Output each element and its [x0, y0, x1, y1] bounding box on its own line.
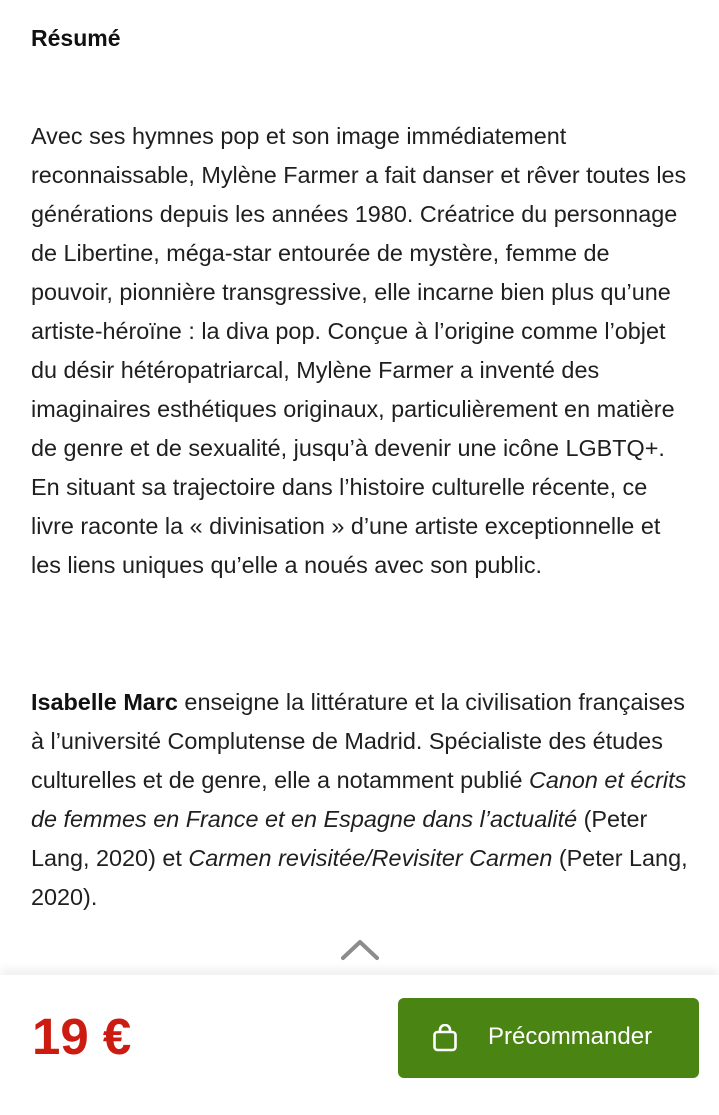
chevron-up-icon[interactable]	[341, 936, 379, 962]
book-publisher-2: (Peter Lang, 2020).	[31, 845, 688, 910]
author-bio	[31, 683, 691, 917]
author-name: Isabelle Marc	[31, 689, 178, 715]
author-bio-text: enseigne la littérature et la civilisation françaises à l’université Complutense de Madrid. Spécialiste des études culturelles et de genre, elle a notamment publié	[31, 689, 685, 793]
book-title-2: Carmen revisitée/Revisiter Carmen	[188, 845, 553, 871]
section-title-resume: Résumé	[31, 25, 121, 51]
book-publisher-1: (Peter Lang, 2020) et	[31, 806, 648, 871]
preorder-button[interactable]	[398, 998, 699, 1078]
summary-paragraph: Avec ses hymnes pop et son image immédiatement reconnaissable, Mylène Farmer a fait danser et rêver toutes les générations depuis les années 1980. Créatrice du personnage de Libertine, méga-star entourée de mystère, femme de pouvoir, pionnière transgressive, elle incarne bien plus qu’une artiste-héroïne : la diva pop. Conçue à l’origine comme l’objet du désir hétéropatriarcal, Mylène Farmer a inventé des imaginaires esthétiques originaux, particulièrement en matière de genre et de sexualité, jusqu’à devenir une icône LGBTQ+. En situant sa trajectoire dans l’histoire culturelle récente, ce livre raconte la « divinisation » d’une artiste exceptionnelle et les liens uniques qu’elle a noués avec son public.	[31, 123, 687, 578]
price: 19 €	[32, 1008, 132, 1065]
preorder-button-label: Précommander	[488, 1023, 653, 1050]
shopping-bag-icon	[432, 1024, 458, 1052]
book-title-1: Canon et écrits de femmes en France et en Espagne dans l’actualité	[31, 767, 687, 832]
